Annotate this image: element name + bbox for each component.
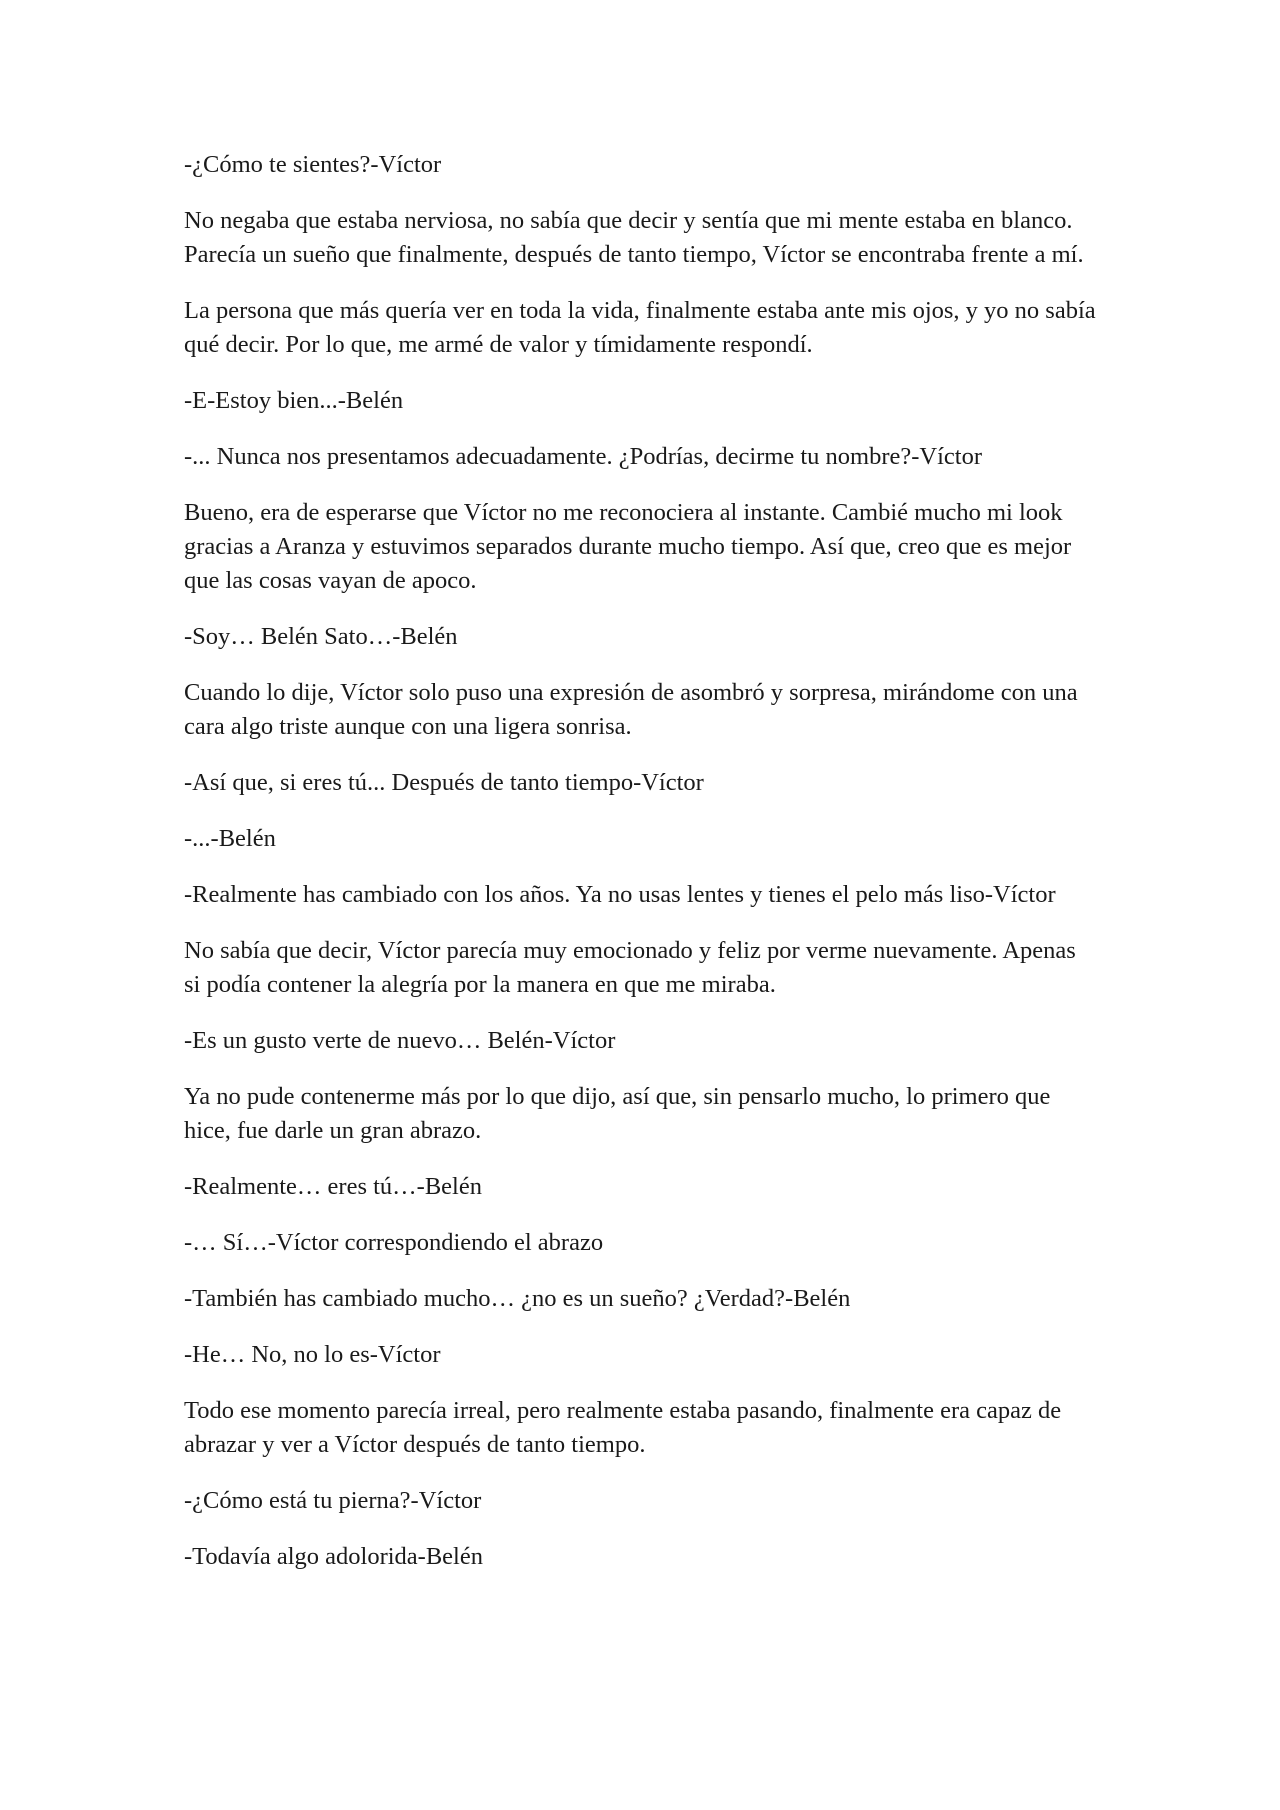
narration-paragraph: Cuando lo dije, Víctor solo puso una expresión de asombró y sorpresa, mirándome con una cara algo triste aunque con una ligera sonrisa. [184,679,1078,740]
dialogue-line: -Todavía algo adolorida-Belén [184,1543,483,1570]
dialogue-line: -También has cambiado mucho… ¿no es un sueño? ¿Verdad?-Belén [184,1285,851,1312]
narration-paragraph: La persona que más quería ver en toda la vida, finalmente estaba ante mis ojos, y yo no sabía qué decir. Por lo que, me armé de valor y tímidamente respondí. [184,297,1096,358]
dialogue-line: -Realmente… eres tú…-Belén [184,1173,482,1200]
dialogue-line: -E-Estoy bien...-Belén [184,387,404,414]
dialogue-line: -Realmente has cambiado con los años. Ya no usas lentes y tienes el pelo más liso-Víctor [184,881,1056,908]
narration-paragraph: No negaba que estaba nerviosa, no sabía que decir y sentía que mi mente estaba en blanco. Parecía un sueño que finalmente, después de tanto tiempo, Víctor se encontraba frente a mí. [184,207,1084,268]
dialogue-line: -...-Belén [184,825,276,852]
narration-paragraph: Todo ese momento parecía irreal, pero realmente estaba pasando, finalmente era capaz de abrazar y ver a Víctor después de tanto tiempo. [184,1397,1062,1458]
dialogue-line: -He… No, no lo es-Víctor [184,1341,441,1368]
narration-paragraph: Bueno, era de esperarse que Víctor no me reconociera al instante. Cambié mucho mi look gracias a Aranza y estuvimos separados durante mucho tiempo. Así que, creo que es mejor que las cosas vayan de apoco. [184,499,1072,594]
dialogue-line: -… Sí…-Víctor correspondiendo el abrazo [184,1229,604,1256]
narration-paragraph: No sabía que decir, Víctor parecía muy emocionado y feliz por verme nuevamente. Apenas si podía contener la alegría por la manera en que me miraba. [184,937,1076,998]
dialogue-line: -¿Cómo te sientes?-Víctor [184,151,442,178]
dialogue-line: -¿Cómo está tu pierna?-Víctor [184,1487,482,1514]
dialogue-line: -... Nunca nos presentamos adecuadamente. ¿Podrías, decirme tu nombre?-Víctor [184,443,982,470]
narration-paragraph: Ya no pude contenerme más por lo que dijo, así que, sin pensarlo mucho, lo primero que hice, fue darle un gran abrazo. [184,1083,1051,1144]
dialogue-line: -Es un gusto verte de nuevo… Belén-Víctor [184,1027,616,1054]
dialogue-line: -Soy… Belén Sato…-Belén [184,623,458,650]
document-body [184,148,1096,1596]
dialogue-line: -Así que, si eres tú... Después de tanto tiempo-Víctor [184,769,704,796]
